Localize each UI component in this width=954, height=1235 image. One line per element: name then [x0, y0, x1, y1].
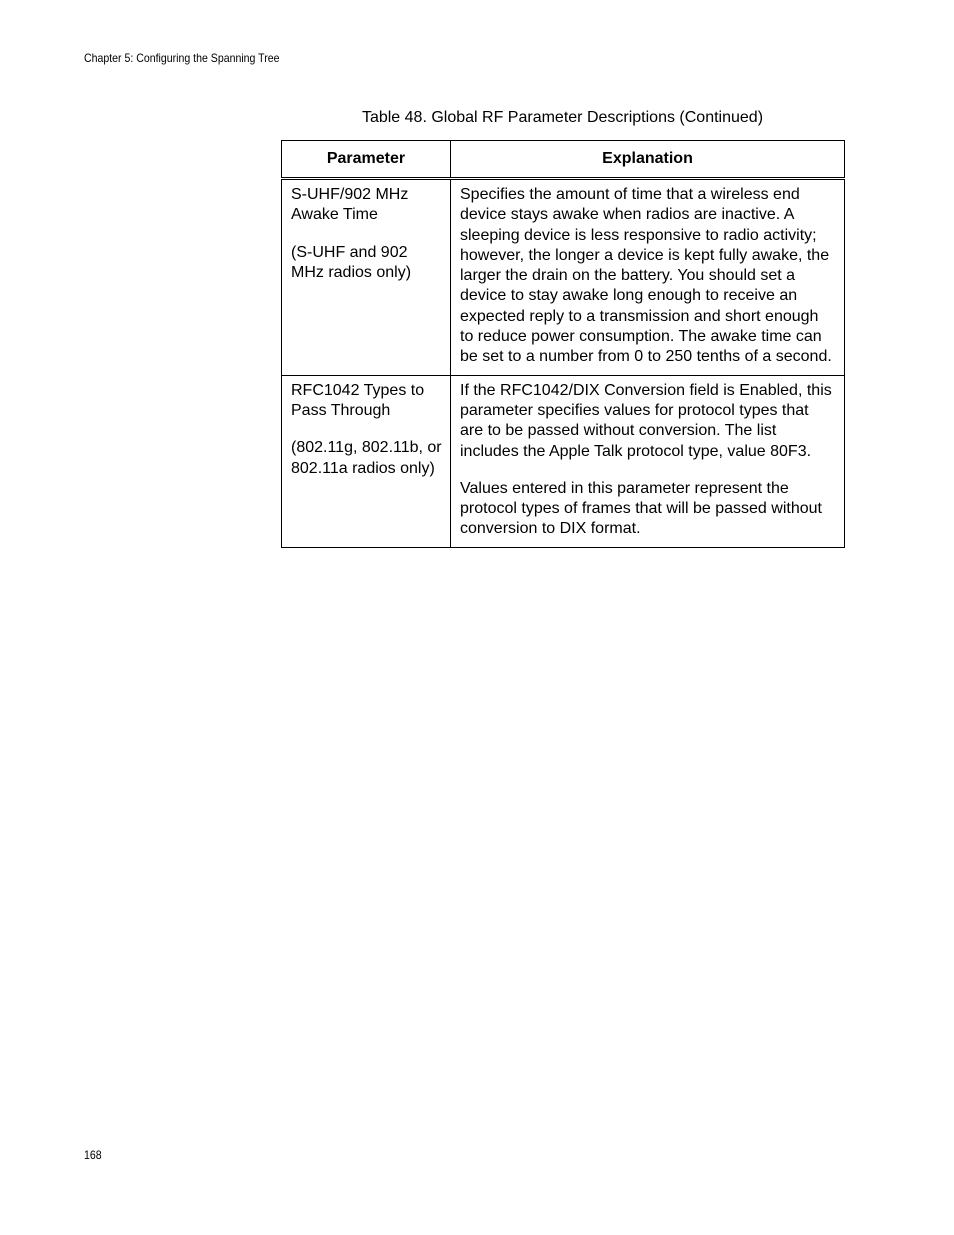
explanation-cell — [451, 179, 845, 376]
parameter-cell — [282, 375, 451, 547]
table-row — [282, 179, 845, 376]
table-header-row — [282, 141, 845, 179]
parameter-cell — [282, 179, 451, 376]
table-row — [282, 375, 845, 547]
table-caption: Table 48. Global RF Parameter Descriptions (Continued) — [361, 109, 764, 126]
running-header: Chapter 5: Configuring the Spanning Tree — [84, 51, 280, 65]
explanation-paragraph: Specifies the amount of time that a wireless end device stays awake when radios are inactive. A sleeping device is less responsive to radio activity; however, the longer a device is kept fully awake, the larger the drain on the battery. You should set a device to stay awake long enough to receive an expected reply to a transmission and short enough to reduce power consumption. The awake time can be set to a number from 0 to 250 tenths of a second. — [460, 186, 832, 366]
explanation-paragraph: If the RFC1042/DIX Conversion field is Enabled, this parameter specifies values for protocol types that are to be passed without conversion. The list includes the Apple Talk protocol type, value 80F3. — [460, 381, 832, 460]
column-header-explanation: Explanation — [451, 141, 845, 179]
explanation-paragraph: Values entered in this parameter represent the protocol types of frames that will be passed without conversion to DIX format. — [460, 479, 822, 538]
parameter-name: RFC1042 Types to Pass Through — [291, 381, 425, 419]
explanation-cell — [451, 375, 845, 547]
parameter-name: S-UHF/902 MHz Awake Time — [291, 186, 409, 224]
column-header-parameter: Parameter — [282, 141, 451, 179]
parameter-note: (S-UHF and 902 MHz radios only) — [291, 243, 412, 281]
page-number: 168 — [84, 1148, 102, 1162]
parameter-table — [281, 140, 845, 548]
parameter-note: (802.11g, 802.11b, or 802.11a radios only) — [291, 439, 442, 477]
